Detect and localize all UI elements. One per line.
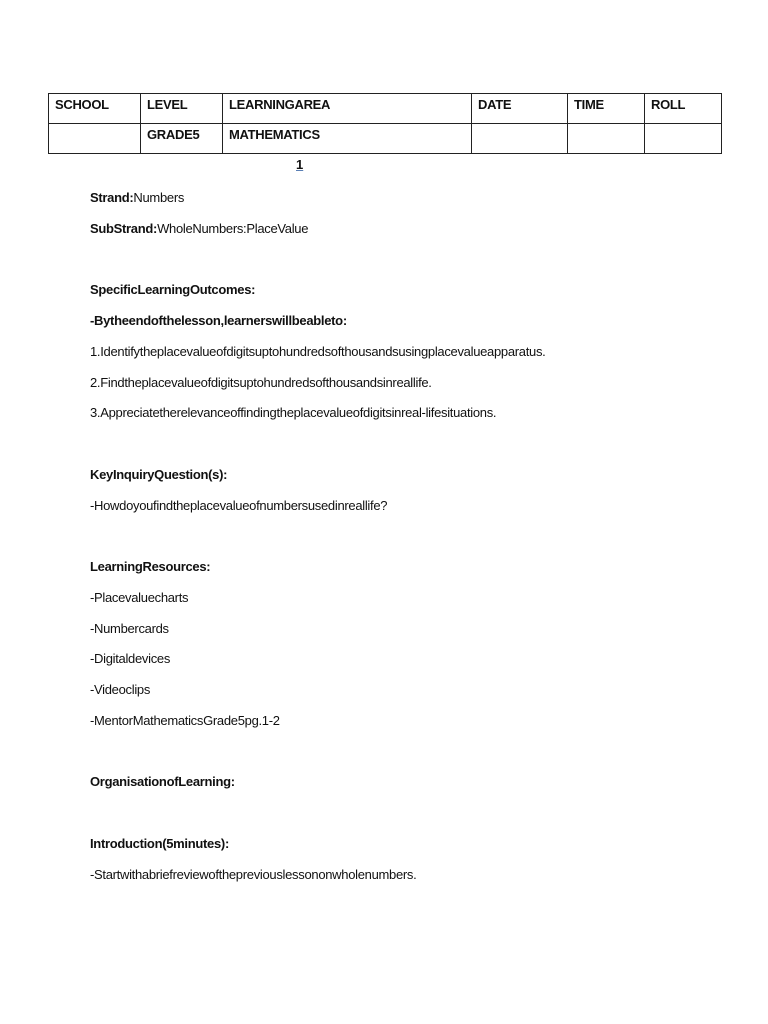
header-row bbox=[49, 94, 722, 124]
introduction-heading: Introduction(5minutes): bbox=[90, 836, 229, 851]
strand-line bbox=[90, 189, 184, 207]
sub-strand-line bbox=[90, 220, 308, 238]
key-inquiry-question: -Howdoyoufindtheplacevalueofnumbersusedinreallife? bbox=[90, 498, 388, 513]
outcomes-heading: SpecificLearningOutcomes: bbox=[90, 282, 256, 297]
outcome-item: 2.Findtheplacevalueofdigitsuptohundredsofthousandsinreallife. bbox=[90, 375, 432, 390]
strand-label: Strand: bbox=[90, 190, 134, 205]
resource-item: -Videoclips bbox=[90, 682, 151, 697]
value-cell-roll bbox=[645, 124, 722, 154]
value-row bbox=[49, 124, 722, 154]
key-inquiry-heading: KeyInquiryQuestion(s): bbox=[90, 467, 228, 482]
header-cell-school: SCHOOL bbox=[49, 94, 141, 124]
resource-item: -Placevaluecharts bbox=[90, 590, 189, 605]
sub-strand-value: WholeNumbers:PlaceValue bbox=[157, 221, 309, 236]
resources-heading: LearningResources: bbox=[90, 559, 211, 574]
sub-strand-label: SubStrand: bbox=[90, 221, 158, 236]
header-cell-learning-area: LEARNINGAREA bbox=[223, 94, 472, 124]
introduction-text: -Startwithabriefreviewofthepreviouslessononwholenumbers. bbox=[90, 867, 417, 882]
value-cell-level: GRADE5 bbox=[141, 124, 223, 154]
outcomes-intro: -Bytheendofthelesson,learnerswillbeableto: bbox=[90, 313, 347, 328]
outcome-item: 3.Appreciatetherelevanceoffindingtheplacevalueofdigitsinreal-lifesituations. bbox=[90, 405, 497, 420]
organisation-heading: OrganisationofLearning: bbox=[90, 774, 235, 789]
resource-item: -Digitaldevices bbox=[90, 651, 171, 666]
outcome-item: 1.Identifytheplacevalueofdigitsuptohundredsofthousandsusingplacevalueapparatus. bbox=[90, 344, 546, 359]
header-cell-time: TIME bbox=[568, 94, 645, 124]
header-cell-level: LEVEL bbox=[141, 94, 223, 124]
page-number: 1 bbox=[296, 157, 304, 172]
resource-item: -MentorMathematicsGrade5pg.1-2 bbox=[90, 713, 280, 728]
resource-item: -Numbercards bbox=[90, 621, 169, 636]
lesson-header-table bbox=[48, 93, 722, 154]
value-cell-date bbox=[472, 124, 568, 154]
value-cell-time bbox=[568, 124, 645, 154]
value-cell-learning-area: MATHEMATICS bbox=[223, 124, 472, 154]
header-cell-date: DATE bbox=[472, 94, 568, 124]
header-cell-roll: ROLL bbox=[645, 94, 722, 124]
value-cell-school bbox=[49, 124, 141, 154]
strand-value: Numbers bbox=[133, 190, 185, 205]
